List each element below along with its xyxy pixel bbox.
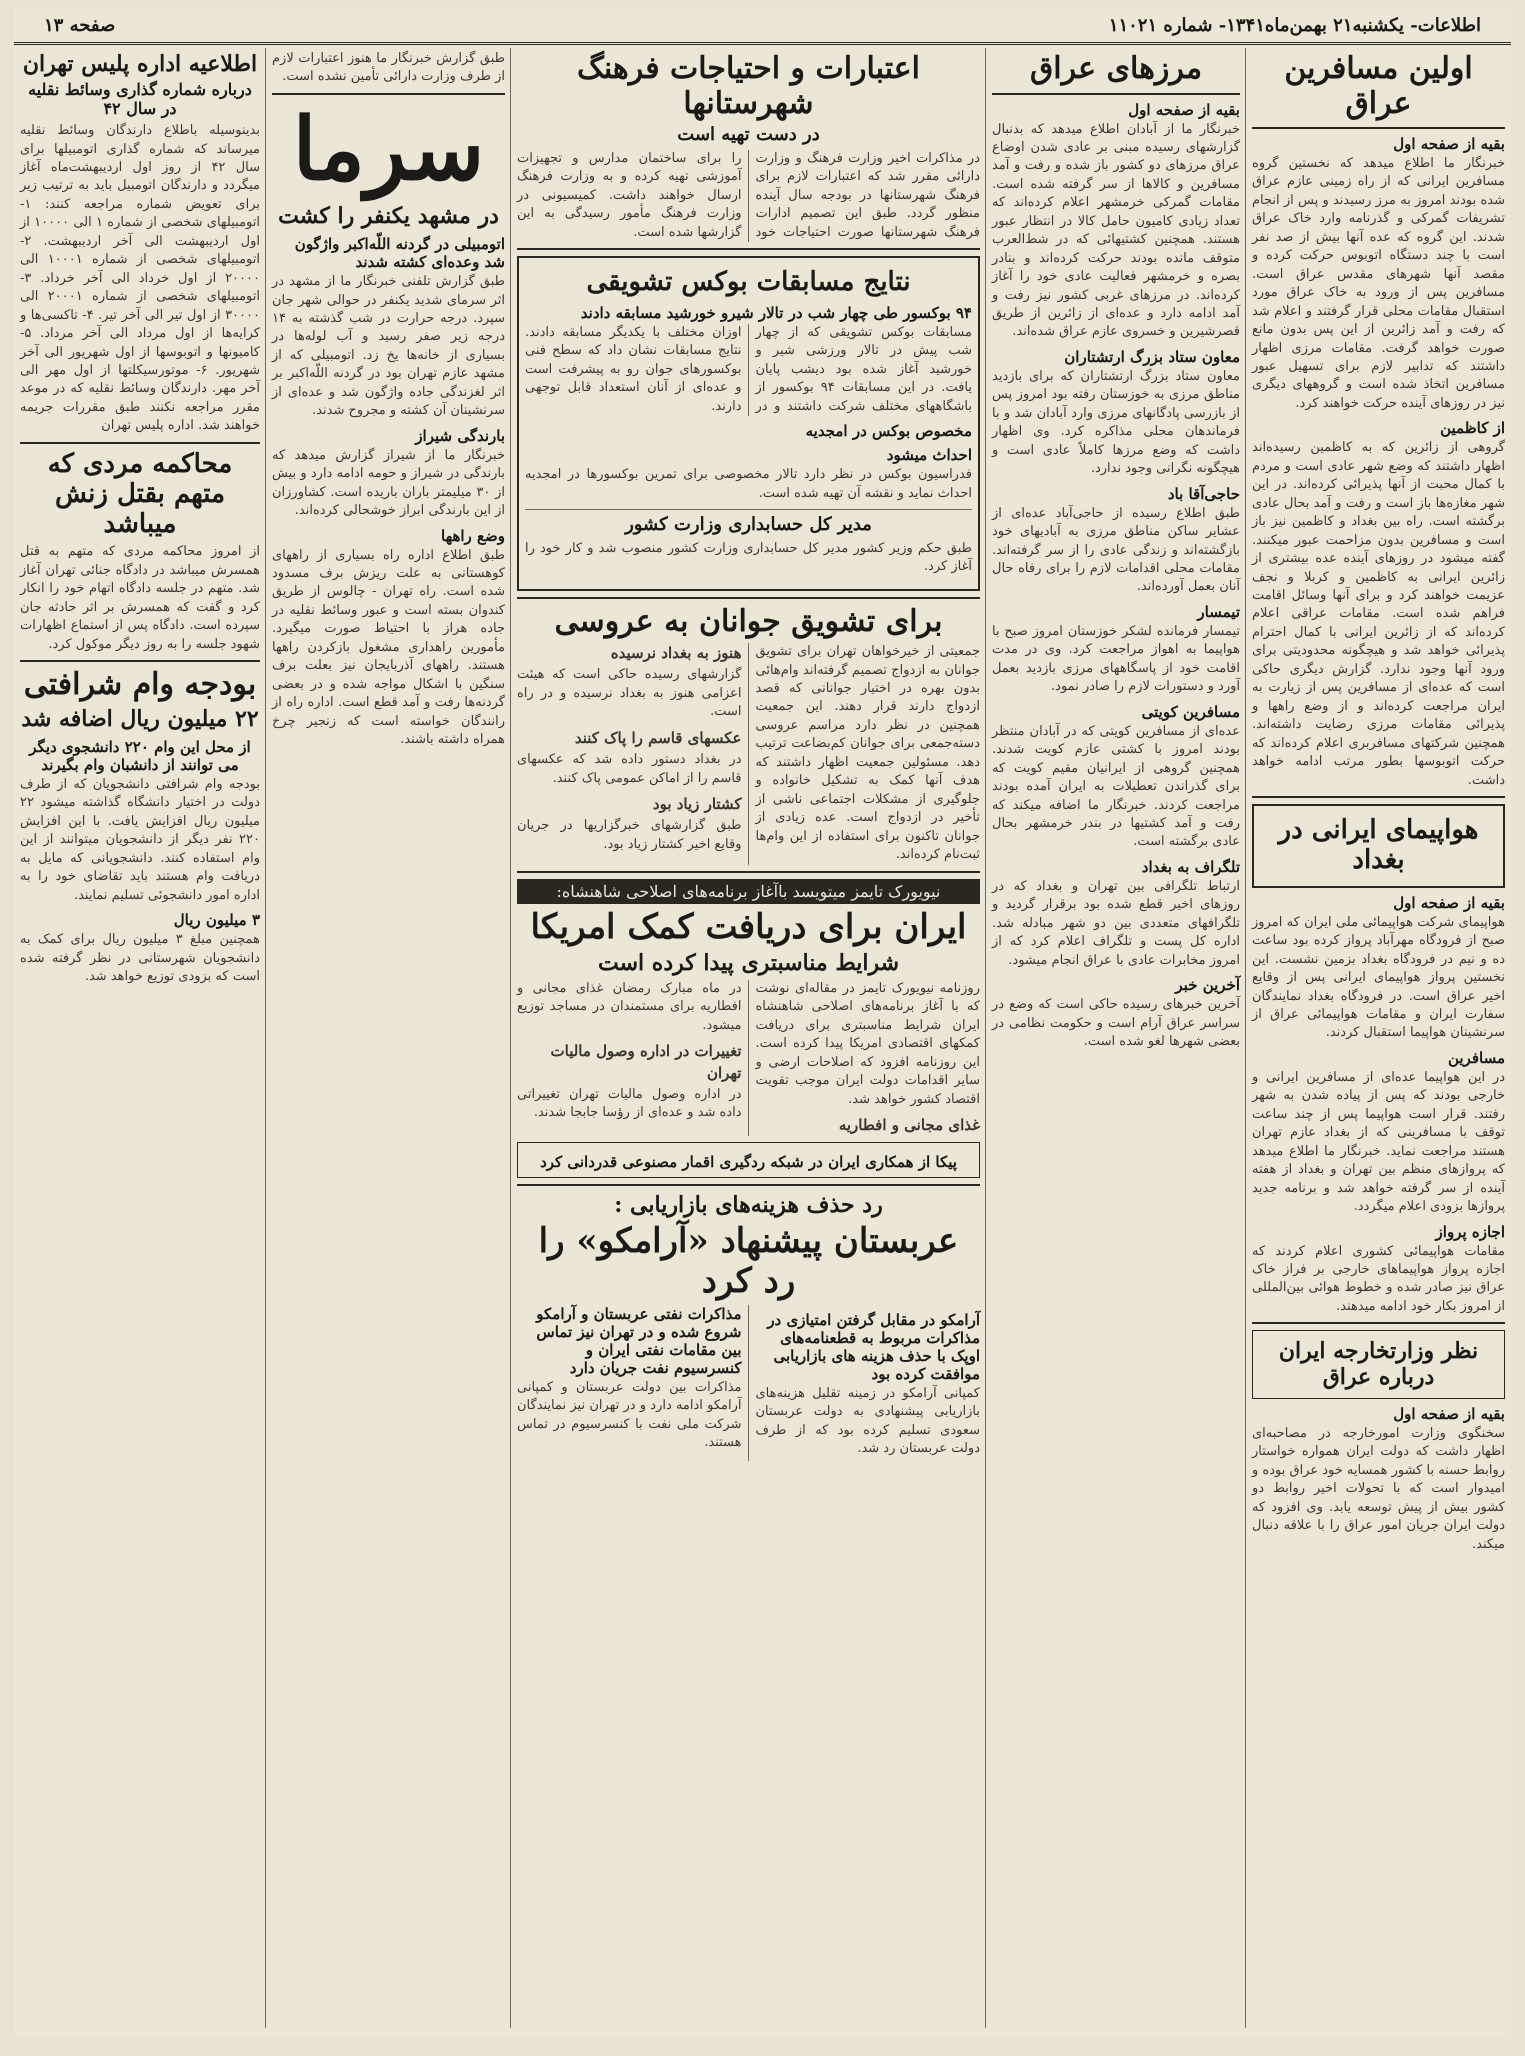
article-text: کمپانی آرامکو در زمینه تقلیل هزینه‌های بازاریابی پیشنهادی به دولت عربستان سعودی تسلیم کرده بود که از طرف دولت عربستان رد شد. [755,1385,980,1456]
column-middle [511,48,986,2028]
article-text: تیمسار فرمانده لشکر خوزستان امروز صبح با هواپیما به اهواز مراجعت کرد. وی در مدت اقامت خود از پاسگاههای مرزی بازدید بعمل آورد و دستورات لازم را صادر نمود. [992,623,1240,695]
subhead-last-news: آخرین خبر [1175,976,1240,995]
masthead [14,8,1511,45]
subhead-aramco-1: آرامکو در مقابل گرفتن امتیازی در مذاکرات مربوط به قطعنامه‌های اوپک با حذف هزینه های بازاریابی موافقت کرده بود [767,1310,980,1383]
subhead-shiraz-rain: بارندگی شیراز [415,426,505,445]
nyt-banner: نیویورک تایمز میتویسد باآغاز برنامه‌های اصلاحی شاهنشاه: [517,879,980,904]
subhead-general: تیمسار [1197,602,1240,621]
subhead-passengers: مسافرین [1447,1048,1505,1067]
subhead-boxing-2: مخصوص بوکس در امجدیه [805,422,972,441]
headline-foreign-ministry: نظر وزارتخارجه ایران درباره عراق [1278,1338,1479,1390]
subhead-aramco-2: مذاکرات نفتی عربستان و آرامکو شروع شده و در تهران نیز تماس بین مقامات نفتی ایران و کنسرسیوم نفت جریان دارد [536,1304,742,1377]
continued-label: بقیه از صفحه اول [1393,893,1505,912]
continued-label: بقیه از صفحه اول [1393,135,1505,153]
article-text: ارتباط تلگرافی بین تهران و بغداد که در روزهای اخیر قطع شده بود برقرار گردید و تلگرافهای متعددی بین دو شهر مبادله شد. اداره کل پست و تلگراف اعلام کرد که از امروز مخابرات عادی با عراق انجام میشود. [992,878,1240,968]
headline-culture-budget: اعتبارات و احتیاجات فرهنگ شهرستانها [576,51,921,121]
headline-iranian-plane: هواپیمای ایرانی در بغداد [1278,814,1479,875]
article-text: گروهی از زائرین که به کاظمین رسیده‌اند اظهار داشتند که وضع شهر عادی است و مردم با کمال محبت از آنها پذیرائی کرده‌اند. در این شهر مغازه‌ها باز است و رفت و آمد بحال عادی برگشته است. راه بین بغداد و کاظمین نیز باز است و مسافرین بدون مزاحمت عبور میکنند. گفته میشود در روزهای آینده عده بیشتری از زائرین ایرانی به کاظمین و کربلا و نجف عزیمت خواهند کرد و برای آنها وسائل اقامت فراهم شده است. مقامات عراقی اعلام کرده‌اند که از زائرین ایرانی با کمال احترام پذیرائی خواهد شد و هیچگونه محدودیتی برای ورود آنها وجود ندارد. گزارش دیگری حاکی است که عده‌ای از مسافرین پس از زیارت به ایران مراجعت کرده‌اند و از وضع راهها و پذیرائی مقامات مرزی رضایت داشته‌اند. همچنین شرکتهای مسافربری اعلام کرده‌اند که حرکت اتوبوسها بطور مرتب ادامه خواهد داشت. [1252,440,1505,788]
subhead-boxing-1: ۹۴ بوکسور طی چهار شب در تالار شیرو خورشید مسابقه دادند [580,303,972,322]
subhead-satellite: پیکا از همکاری ایران در شبکه ردگیری اقمار مصنوعی قدردانی کرد [540,1153,957,1172]
article-text: هواپیمای شرکت هواپیمائی ملی ایران که امروز صبح از فرودگاه مهرآباد پرواز کرده بود ساعت ده و نیم در فرودگاه بغداد بزمین نشست. این نخستین پرواز هواپیمای ایرانی پس از وقایع اخیر عراق است. در فرودگاه بغداد نمایندگان سفارت ایران و مقامات هواپیمائی عراق از سرنشینان هواپیما استقبال کردند. [1252,914,1505,1041]
subhead-loan-budget: ۲۲ میلیون ریال اضافه شد [21,705,259,732]
column-far-left [14,48,266,2028]
subhead-tax-office: تغییرات در اداره وصول مالیات تهران [550,1042,742,1082]
article-text: طبق گزارش خبرنگار ما هنوز اعتبارات لازم از طرف وزارت دارائی تأمین نشده است. [272,51,505,85]
article-text: در این هواپیما عده‌ای از مسافرین ایرانی و خارجی بودند که پس از پیاده شدن به شهر رفتند. قرار است هواپیما پس از چند ساعت توقف با مسافرینی که از بغداد عازم تهران هستند مراجعت نماید. خبرنگار ما اطلاع میدهد که پروازهای منظم بین تهران و بغداد از هفته آینده از سر گرفته خواهد شد و برنامه جدید پروازها بزودی اعلام میگردد. [1252,1069,1505,1215]
subhead-casualties: کشتار زیاد بود [652,794,742,813]
subhead-haji-abad: حاجی‌آقا باد [1167,484,1240,503]
headline-loan-budget: بودجه وام شرافتی [23,667,257,703]
article-text: سخنگوی وزارت امورخارجه در مصاحبه‌ای اظهار داشت که دولت ایران همواره خواستار روابط حسنه با کشور همسایه خود عراق بوده و امیدوار است که با تحولات اخیر روابط دو کشور بیش از پیش توسعه یابد. وی افزود که دولت ایران جریان امور عراق را با علاقه دنبال میکند. [1252,1425,1505,1552]
article-text: عده‌ای از مسافرین کویتی که در آبادان منتظر بودند امروز با کشتی عازم کویت شدند. همچنین گروهی از ایرانیان مقیم کویت که برای گذراندن تعطیلات به ایران آمده بودند مراجعت کردند. خبرنگار ما اضافه میکند که رفت و آمد کشتیها در بندر خرمشهر بحال عادی برگشته است. [992,723,1240,850]
headline-aramco: عربستان پیشنهاد «آرامکو» را رد کرد [538,1221,959,1301]
headline-trial: محاکمه مردی که متهم بقتل زنش میباشد [47,448,233,539]
box-boxing-results [517,256,980,591]
column-right-2 [986,48,1246,2028]
article-text: آخرین خبرهای رسیده حاکی است که وضع در سراسر عراق آرام است و حکومت نظامی در بعضی شهرها لغو شده است. [992,997,1240,1050]
aramco-body [517,1305,980,1462]
continued-label: بقیه از صفحه اول [1393,1404,1505,1423]
article-text: طبق اطلاع اداره راه بسیاری از راههای کوهستانی به علت ریزش برف مسدود شده است. راه تهران - چالوس از طریق کندوان بسته است و عبور وسائط نقلیه در جاده هراز با احتیاط صورت میگیرد. مأمورین راهداری مشغول بازکردن راهها هستند. راههای آذربایجان نیز بعلت برف سنگین با اشکال مواجه شده و در بعضی گردنه‌ها رفت و آمد قطع است. اداره راه از رانندگان خواسته است که زنجیر چرخ همراه داشته باشند. [272,547,505,748]
continued-label: بقیه از صفحه اول [1128,100,1240,119]
article-text: فدراسیون بوکس در نظر دارد تالار مخصوصی برای تمرین بوکسورها در امجدیه احداث نماید و نقشه آن تهیه شده است. [525,467,972,501]
article-text: از امروز محاکمه مردی که متهم به قتل همسرش میباشد در دادگاه جنائی تهران آغاز شد. متهم در جلسه دادگاه اتهام خود را انکار کرد و گفت که همسرش بر اثر حادثه جان سپرده است. دادگاه پس از استماع اظهارات شهود جلسه را به روز دیگر موکول کرد. [20,544,260,652]
article-text: بودجه وام شرافتی دانشجویان که از طرف دولت در اختیار دانشگاه گذاشته میشود ۲۲ میلیون ریال افزایش یافت. با این افزایش ۲۲۰ نفر دیگر از دانشجویان میتوانند از این وام استفاده کنند. دانشجویانی که مایل به دریافت وام هستند باید تقاضای خود را به اداره امور دانشجوئی تسلیم نمایند. [20,776,260,903]
article-text: خبرنگار ما از شیراز گزارش میدهد که بارندگی در شیراز و حومه ادامه دارد و بیش از ۳۰ میلیمتر باران باریده است. کشاورزان از این بارندگی ابراز خوشحالی کرده‌اند. [272,447,506,519]
box-iranian-plane [1252,804,1505,888]
newspaper-page [14,8,1511,2038]
headline-us-aid: ایران برای دریافت کمک امریکا [530,906,967,947]
subhead-not-arrived: هنوز به بغداد نرسیده [610,644,742,663]
page-number: صفحه ۱۳ [44,14,116,36]
article-text: طبق حکم وزیر کشور مدیر کل حسابداری وزارت کشور منصوب شد و کار خود را آغاز کرد. [525,540,972,575]
article-text: خبرنگار ما اطلاع میدهد که نخستین گروه مسافرین ایرانی که از راه زمینی عازم عراق شده بودند امروز به مرز رسیدند و پس از انجام تشریفات گمرکی و گذرنامه وارد خاک عراق شدند. این گروه که عده آنها بیش از صد نفر است با چند دستگاه اتوبوس حرکت کرده و مقصد آنها شهرهای مقدس عراق است. مسافرین پس از ورود به خاک عراق مورد استقبال مقامات محلی قرار گرفتند و اعلام شد که رفت و آمد زائرین از این پس بدون مانع صورت خواهد گرفت. مقامات مرزی اظهار داشتند که تدابیر لازم برای تسهیل عبور مسافرین اتخاذ شده است و گروههای دیگری نیز در روزهای آینده حرکت خواهند کرد. [1252,156,1505,411]
headline-youth-marriage: برای تشویق جوانان به عروسی [554,603,943,639]
subhead-kuwaiti-passengers: مسافرین کویتی [1141,702,1240,721]
subhead-boxing-3: احداث میشود [886,446,972,465]
headline-iraq-borders: مرزهای عراق [1029,51,1203,86]
header-issue-info: اطلاعات- یکشنبه۲۱ بهمن‌ماه۱۳۴۱- شماره ۱۱۰۲۱ [1108,14,1481,36]
subhead-us-aid: شرایط مناسبتری پیدا کرده است [597,949,900,976]
headline-first-passengers: اولین مسافرین عراق [1284,51,1473,121]
subhead-cold-mashhad: در مشهد یکنفر را کشت [278,202,499,229]
column-far-right [1246,48,1511,2028]
column-left-center [266,48,511,2028]
headline-boxing: نتایج مسابقات بوکس تشویقی [586,266,911,297]
box-foreign-ministry [1252,1330,1505,1399]
article-text: مقامات هواپیمائی کشوری اعلام کردند که اجازه پرواز هواپیماهای خارجی بر فراز خاک عراق نیز صادر شده و خطوط هوائی بین‌المللی از امروز بکار خود ادامه میدهند. [1252,1243,1505,1314]
police-notice-subtitle: درباره شماره گذاری وسائط نقلیه در سال ۴۲ [28,80,252,118]
subhead-telegram-baghdad: تلگراف به بغداد [1141,857,1240,876]
police-notice-title: اطلاعیه اداره پلیس تهران [22,51,258,77]
aramco-banner: رد حذف هزینه‌های بازاریابی : [614,1192,883,1219]
article-text: طبق اطلاع رسیده از حاجی‌آباد عده‌ای از عشایر ساکن مناطق مرزی به آبادیهای خود بازگشته‌اند و زندگی عادی را از سر گرفته‌اند. مقامات محلی اقدامات لازم را برای رفاه حال آنان بعمل آورده‌اند. [992,505,1240,595]
article-text: جمعیتی از خیرخواهان تهران برای تشویق جوانان به ازدواج تصمیم گرفته‌اند وام‌هائی بدون بهره در اختیار جوانانی که قصد ازدواج دارند قرار دهند. این جمعیت همچنین در نظر دارد مراسم عروسی دسته‌جمعی برای جوانان کم‌بضاعت ترتیب دهد. مسئولین جمعیت اظهار داشتند که هدف آنها کمک به تشکیل خانواده و جلوگیری از مشکلات اجتماعی ناشی از تأخیر در ازدواج است. عده زیادی از جوانان تاکنون برای استفاده از این وام‌ها ثبت‌نام کرده‌اند. هنوز به بغداد نرسیده گزارشهای رسیده حاکی است که هیئت اعزامی هنوز به بغداد نرسیده و در راه است. عکسهای قاسم را پاک کنند در بغداد دستور داده شد که عکسهای قاسم را از اماکن عمومی پاک کنند. کشتار زیاد بود طبق گزارشهای خبرگزاریها در جریان وقایع اخیر کشتار زیاد بود. [517,644,980,863]
subhead-kazemein: از کاظمین [1440,419,1505,438]
article-text: روزنامه نیویورک تایمز در مقاله‌ای نوشت که با آغاز برنامه‌های اصلاحی شاهنشاه ایران شرایط مناسبتری برای دریافت کمکهای اقتصادی امریکا پیدا کرده است. این روزنامه افزود که اصلاحات ارضی و سایر اقدامات دولت ایران موجب تقویت اقتصاد کشور خواهد شد. غذای مجانی و افطاریه در ماه مبارک رمضان غذای مجانی و افطاریه برای مستمندان در مساجد توزیع میشود. تغییرات در اداره وصول مالیات تهران در اداره وصول مالیات تهران تغییراتی داده شد و عده‌ای از رؤسا جابجا شدند. [517,980,980,1136]
article-text: در مذاکرات اخیر وزارت فرهنگ و وزارت دارائی مقرر شد که اعتبارات لازم برای فرهنگ شهرستانها در بودجه سال آینده منظور گردد. طبق این تصمیم ادارات فرهنگ شهرستانها صورت احتیاجات خود را برای ساختمان مدارس و تجهیزات آموزشی تهیه کرده و به وزارت فرهنگ ارسال خواهند داشت. کمیسیونی در وزارت فرهنگ مأمور رسیدگی به این گزارشها شده است. [517,150,980,240]
article-text: طبق گزارش تلفنی خبرنگار ما از مشهد در اثر سرمای شدید یکنفر در حوالی شهر جان سپرد. درجه حرارت در شب گذشته به ۱۴ درجه زیر صفر رسید و آب لوله‌ها در بسیاری از خانه‌ها یخ زد. اتومبیلی که از مشهد عازم تهران بود در گردنه اللّه‌اکبر بر اثر لغزندگی جاده واژگون شد و عده‌ای از سرنشینان آن کشته و مجروح شدند. [272,274,505,419]
headline-cold: سرما [292,98,485,200]
subhead-flight-permit: اجازه پرواز [1435,1222,1505,1241]
subhead-loan-students: از محل این وام ۲۲۰ دانشجوی دیگر می توانند از دانشبان وام بگیرند [29,737,251,774]
subhead-army-deputy: معاون ستاد بزرگ ارتشتاران [1064,347,1240,366]
article-text: همچنین مبلغ ۳ میلیون ریال برای کمک به دانشجویان شهرستانی در نظر گرفته شده است که بزودی توزیع خواهد شد. [20,932,260,985]
article-text: بدینوسیله باطلاع دارندگان وسائط نقلیه میرساند که شماره گذاری اتومبیلها برای سال ۴۲ از روز اول اردیبهشت‌ماه آغاز میگردد و دارندگان اتومبیل باید به ترتیب زیر برای تعویض شماره مراجعه کنند: ۱- اتومبیلهای شخصی از شماره ۱ الی ۱۰۰۰۰ از اول اردیبهشت الی آخر اردیبهشت. ۲- اتومبیلهای شخصی از شماره ۱۰۰۰۱ الی ۲۰۰۰۰ از اول خرداد الی آخر خرداد. ۳- اتومبیلهای شخصی از شماره ۲۰۰۰۱ الی ۳۰۰۰۰ از اول تیر الی آخر تیر. ۴- تاکسی‌ها و کرایه‌ها از اول مرداد الی آخر مرداد. ۵- کامیونها و اتوبوسها از اول شهریور الی آخر شهریور. ۶- موتورسیکلتها از اول مهر الی آخر مهر. دارندگان وسائط نقلیه که در موعد مقرر مراجعه نکنند طبق مقررات جریمه خواهند شد. اداره پلیس تهران [20,123,261,434]
subhead-three-million: ۳ میلیون ریال [173,911,260,930]
article-text: معاون ستاد بزرگ ارتشتاران که برای بازدید مناطق مرزی به خوزستان رفته بود امروز پس از بازرسی پادگانهای مرزی وارد آبادان شد و با فرماندهان محلی مذاکره کرد. وی اظهار داشت که وضع مرزها کاملاً عادی است و هیچگونه نگرانی وجود ندارد. [992,368,1240,477]
subhead-culture-budget: در دست تهیه است [677,124,820,145]
box-satellite-tracking [517,1142,980,1178]
article-text: خبرنگار ما از آبادان اطلاع میدهد که بدنبال گزارشهای رسیده مبنی بر عادی شدن اوضاع عراق مرزهای دو کشور باز شده و رفت و آمد مسافرین و کالاها از سر گرفته شده است. مقامات گمرکی خرمشهر اعلام کرده‌اند که تعداد زیادی کامیون حامل کالا در انتظار عبور هستند. همچنین کشتیهائی که در شط‌العرب متوقف مانده بودند حرکت کرده‌اند و بنادر بصره و خرمشهر فعالیت عادی خود را آغاز کرده‌اند. در مرزهای غربی کشور نیز رفت و آمد ادامه دارد و عده‌ای از زائرین از طریق قصرشیرین و خسروی عازم عراق شده‌اند. [992,121,1240,340]
subhead-cold-accident: اتومبیلی در گردنه اللّه‌اکبر واژگون شد وعده‌ای کشته شدند [294,235,505,272]
subhead-free-food: غذای مجانی و افطاریه [838,1116,980,1135]
subhead-qasim-photos: عکسهای قاسم را پاک کنند [574,728,742,747]
subhead-roads: وضع راهها [441,526,505,545]
subhead-accounting: مدیر کل حسابداری وزارت کشور [625,514,872,536]
article-text: مذاکرات بین دولت عربستان و کمپانی آرامکو ادامه دارد و در تهران نیز نمایندگان شرکت ملی نفت با کنسرسیوم در تماس هستند. [517,1379,742,1450]
article-text: مسابقات بوکس تشویقی که از چهار شب پیش در تالار ورزشی شیر و خورشید آغاز شده بود دیشب پایان یافت. در این مسابقات ۹۴ بوکسور از باشگاههای مختلف شرکت داشتند و در اوزان مختلف با یکدیگر مسابقه دادند. نتایج مسابقات نشان داد که سطح فنی بوکسورهای جوان رو به پیشرفت است و عده‌ای از آنان استعداد قابل توجهی دارند. [525,324,972,414]
